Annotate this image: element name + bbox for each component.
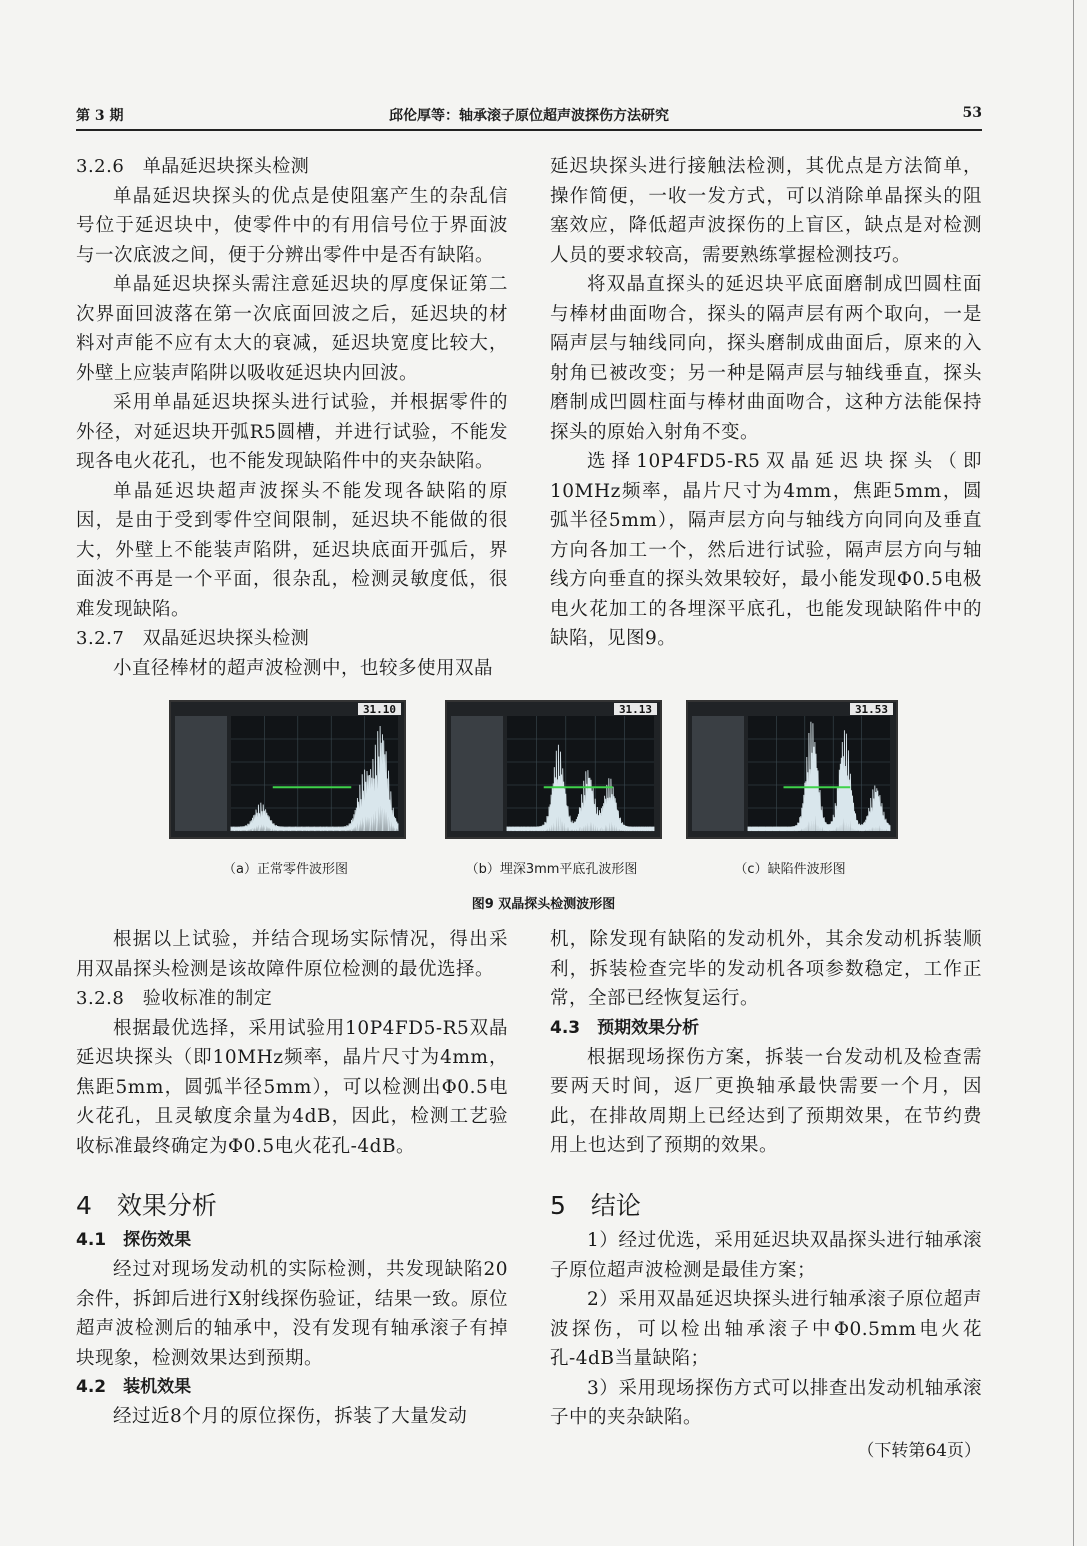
paragraph: 经过近8个月的原位探伤，拆装了大量发动 [113,1406,468,1427]
waveform-reading: 31.10 [362,703,397,716]
running-title: 邱伦厚等：轴承滚子原位超声波探伤方法研究 [389,108,669,124]
left-column-top [76,152,508,683]
page-number: 53 [962,105,982,121]
header-rule [76,129,982,131]
continued-note: （下转第64页） [857,1441,981,1461]
paragraph: 经过对现场发动机的实际检测，共发现缺陷20余件，拆卸后进行X射线探伤验证，结果一致。原位超声波检测后的轴承中，没有发现有轴承滚子有掉块现象，检测效果达到预期。 [76,1259,508,1369]
section-4 [76,1186,508,1432]
section-4-title: 4 效果分析 [76,1191,217,1220]
paragraph: 小直径棒材的超声波检测中，也较多使用双晶 [113,657,494,679]
paragraph: 单晶延迟块超声波探头不能发现各缺陷的原因，是由于受到零件空间限制，延迟块不能做的很大，外壁上不能装声陷阱，延迟块底面开弧后，界面波不再是一个平面，很杂乱，检测灵敏度低，很难发现缺陷。 [76,480,508,620]
waveform-reading: 31.13 [618,703,653,716]
section-5 [550,1186,982,1433]
paragraph: 采用单晶延迟块探头进行试验，并根据零件的外径，对延迟块开弧R5圆槽，并进行试验，不能发现各电火花孔，也不能发现缺陷件中的夹杂缺陷。 [76,392,508,472]
paragraph: 单晶延迟块探头的优点是使阻塞产生的杂乱信号位于延迟块中，使零件中的有用信号位于界面波与一次底波之间，便于分辨出零件中是否有缺陷。 [76,185,508,266]
figure-9 [0,700,1087,915]
caption-a: （a）正常零件波形图 [223,862,348,877]
figure-title: 图9 双晶探头检测波形图 [471,897,616,912]
paragraph: 根据现场探伤方案，拆装一台发动机及检查需要两天时间，返厂更换轴承最快需要一个月，因此，在排故周期上已经达到了预期效果，在节约费用上也达到了预期的效果。 [550,1046,982,1156]
conclusion-1: 1）经过优选，采用延迟块双晶探头进行轴承滚子原位超声波检测是最佳方案； [550,1230,982,1281]
section-4-1-title: 4.1 探伤效果 [76,1230,192,1250]
paragraph: 根据最优选择，采用试验用10P4FD5-R5双晶延迟块探头（即10MHz频率，晶片尺寸为4mm，焦距5mm，圆弧半径5mm），可以检测出Φ0.5电火花孔，且灵敏度余量为4dB，因此，检测工艺验收标准最终确定为Φ0.5电火花孔-4dB。 [76,1017,508,1157]
right-column-top [550,152,982,654]
section-4-2-title: 4.2 装机效果 [76,1377,192,1397]
section-4-3-title: 4.3 预期效果分析 [550,1017,700,1038]
paragraph: 选择10P4FD5-R5双晶延迟块探头（即10MHz频率，晶片尺寸为4mm，焦距5mm，圆弧半径5mm），隔声层方向与轴线方向同向及垂直方向各加工一个，然后进行试验，隔声层方向与轴线方向垂直的探头效果较好，最小能发现Φ0.5电极电火花加工的各埋深平底孔，也能发现缺陷件中的缺陷，见图9。 [550,451,982,649]
waveform-panel-c [686,700,898,839]
left-column-middle [76,925,508,1161]
running-header [76,105,982,127]
paragraph: 单晶延迟块探头需注意延迟块的厚度保证第二次界面回波落在第一次底面回波之后，延迟块的材料对声能不应有太大的衰减，延迟块宽度比较大，外壁上应装声陷阱以吸收延迟块内回波。 [76,274,508,384]
right-column-middle [550,925,982,1161]
paragraph: 机，除发现有缺陷的发动机外，其余发动机拆装顺利，拆装检查完毕的发动机各项参数稳定，工作正常，全部已经恢复运行。 [550,929,982,1009]
paragraph: 将双晶直探头的延迟块平底面磨制成凹圆柱面与棒材曲面吻合，探头的隔声层有两个取向，一是隔声层与轴线同向，探头磨制成曲面后，原来的入射角已被改变；另一种是隔声层与轴线垂直，探头磨制成凹圆柱面与棒材曲面吻合，这种方法能保持探头的原始入射角不变。 [550,274,982,443]
section-3-2-6-title: 3.2.6 单晶延迟块探头检测 [76,156,310,177]
waveform-panel-b [445,700,662,839]
conclusion-2: 2）采用双晶延迟块探头进行轴承滚子原位超声波探伤，可以检出轴承滚子中Φ0.5mm电火花孔-4dB当量缺陷； [550,1289,982,1369]
caption-b: （b）埋深3mm平底孔波形图 [465,862,638,877]
paragraph: 根据以上试验，并结合现场实际情况，得出采用双晶探头检测是该故障件原位检测的最优选择。 [76,929,508,980]
paragraph: 延迟块探头进行接触法检测，其优点是方法简单，操作简便，一收一发方式，可以消除单晶探头的阻塞效应，降低超声波探伤的上盲区，缺点是对检测人员的要求较高，需要熟练掌握检测技巧。 [550,156,982,266]
section-5-title: 5 结论 [550,1191,641,1220]
caption-c: （c）缺陷件波形图 [734,862,846,877]
section-3-2-8-title: 3.2.8 验收标准的制定 [76,988,273,1009]
waveform-reading: 31.53 [854,703,889,716]
issue-number: 第 3 期 [76,108,124,124]
conclusion-3: 3）采用现场探伤方式可以排查出发动机轴承滚子中的夹杂缺陷。 [550,1377,982,1428]
waveform-panel-a [169,700,406,839]
section-3-2-7-title: 3.2.7 双晶延迟块探头检测 [76,628,310,649]
